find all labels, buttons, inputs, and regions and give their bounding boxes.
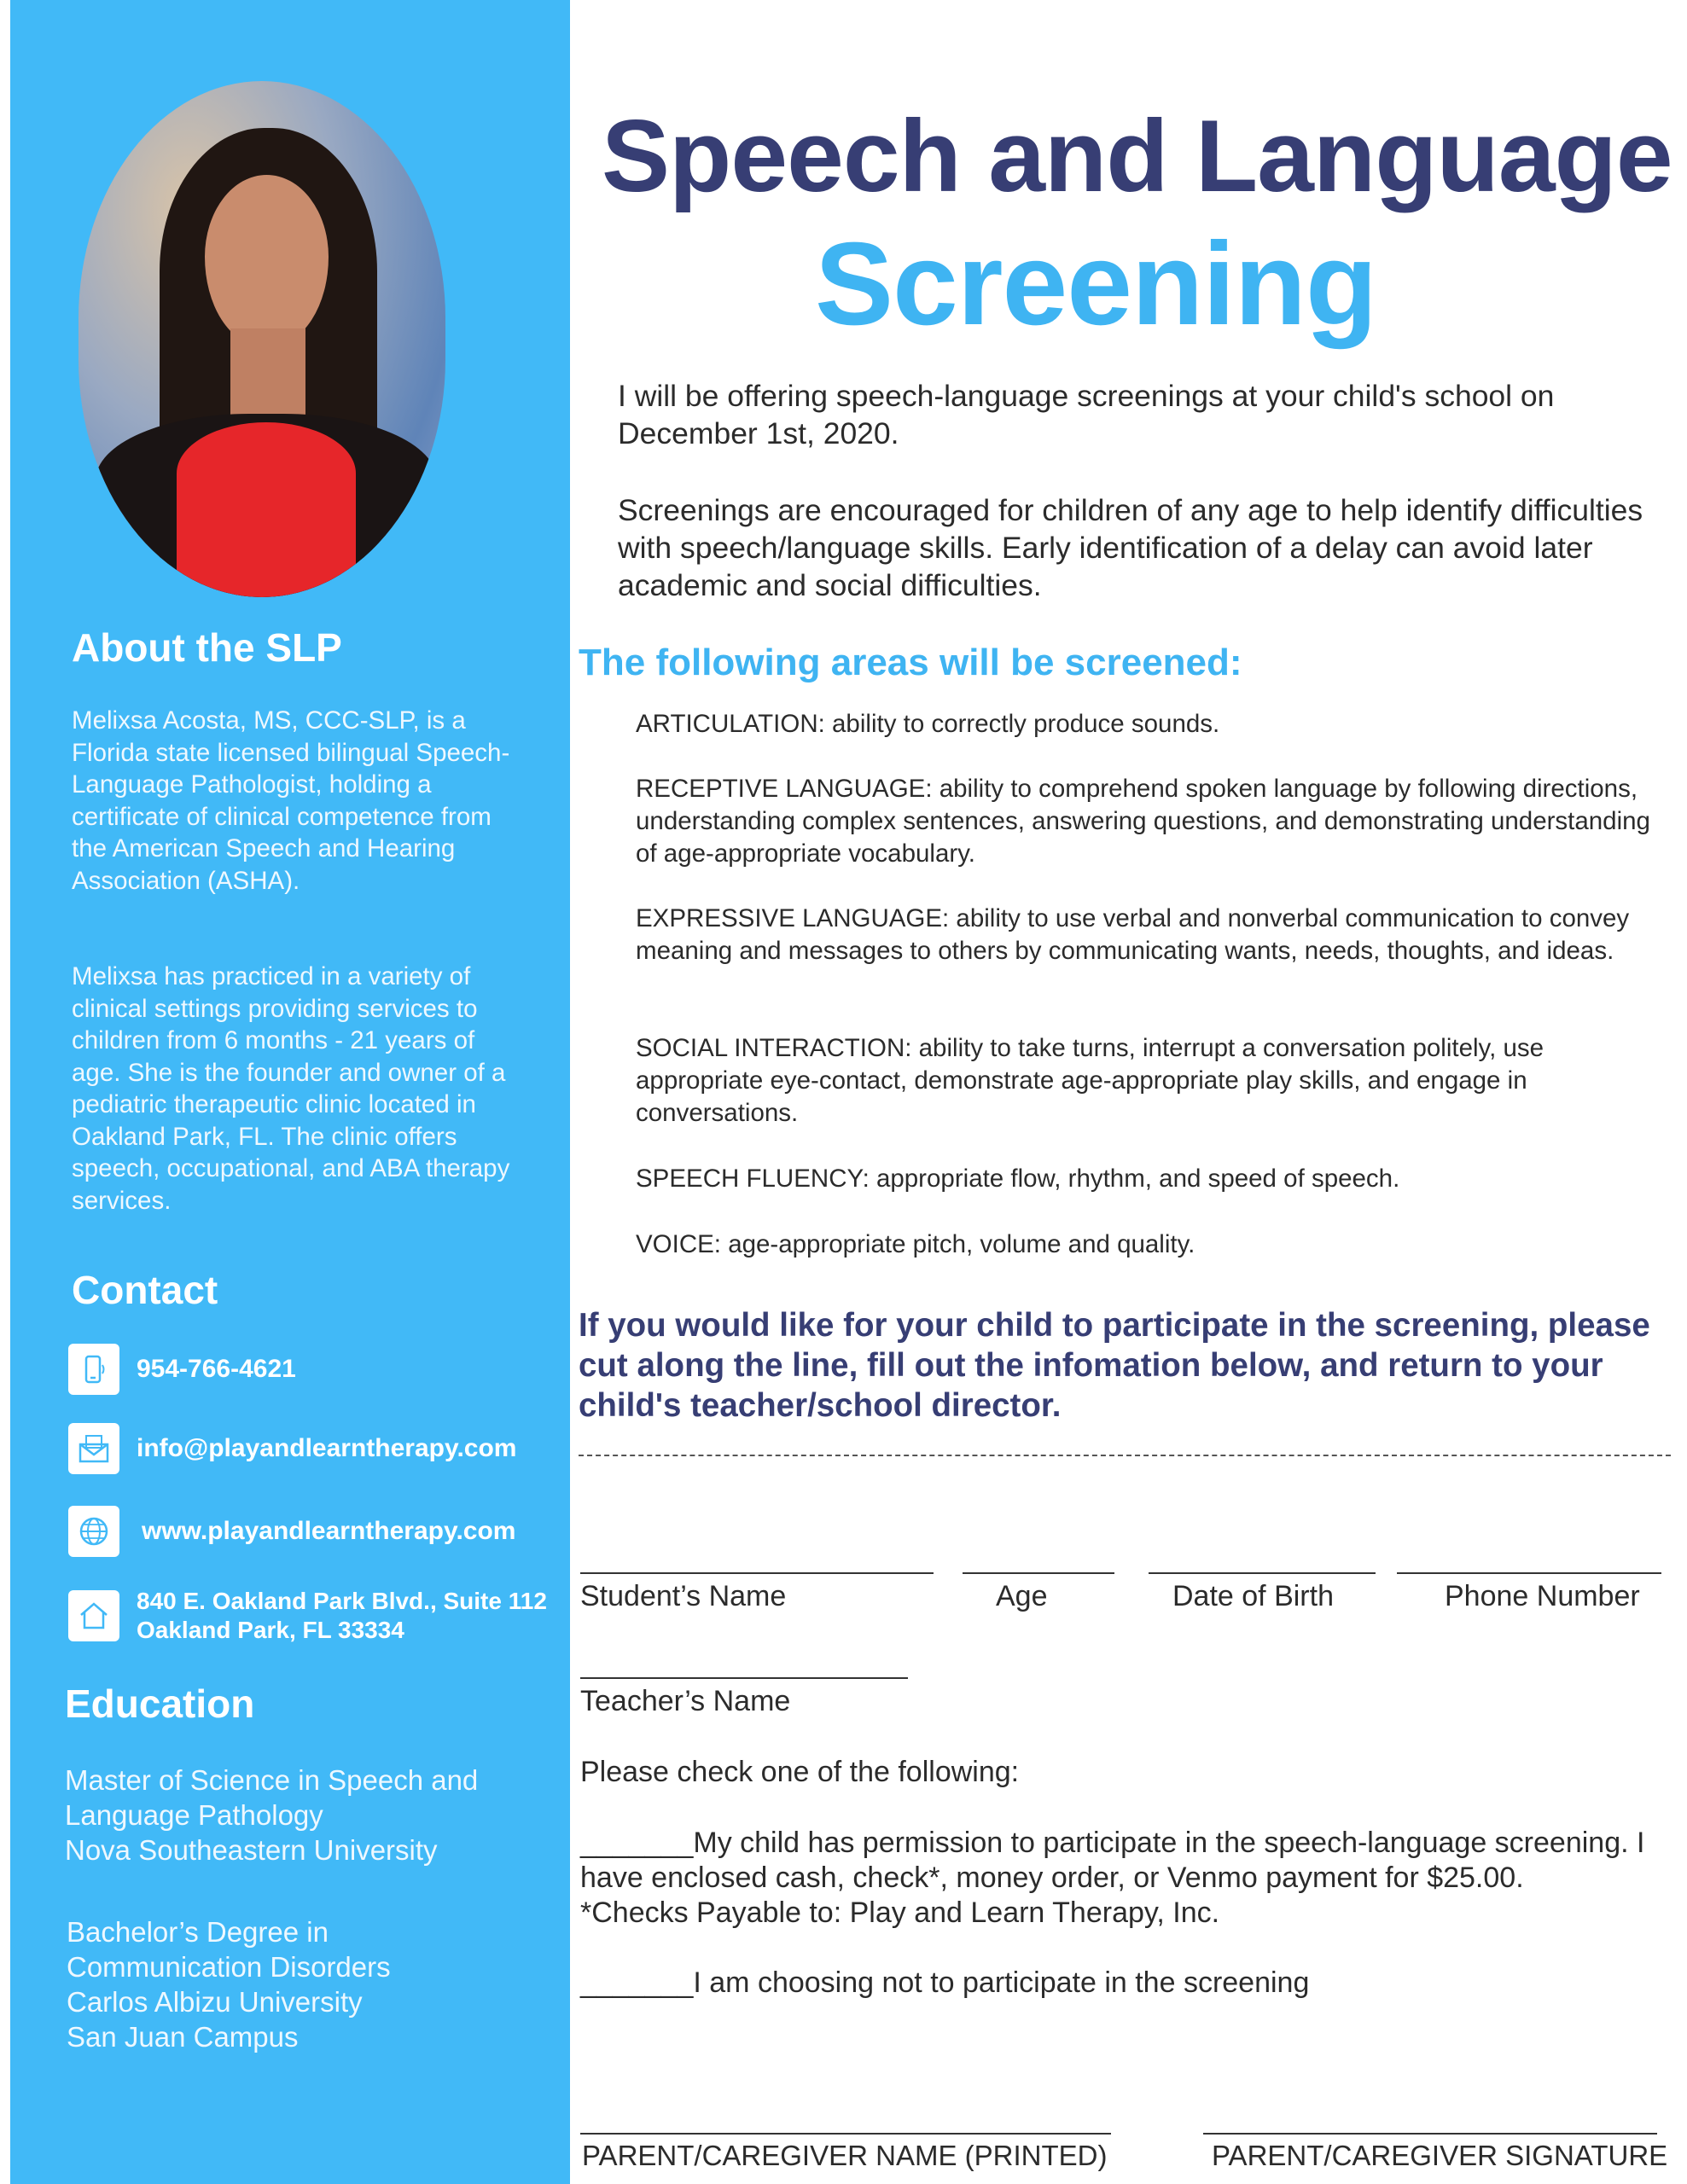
phone-number-label: Phone Number [1445,1580,1640,1612]
edu-bachelors-campus: San Juan Campus [67,2021,299,2053]
option-participate-checkbox[interactable]: _______ [580,1827,694,1859]
area-speech-fluency: SPEECH FLUENCY: appropriate flow, rhythm, and speed of speech. [636,1165,1400,1193]
participation-instructions: If you would like for your child to participate in the screening, please cut along the line, fill out the infomation below, and return to your child's teacher/school director. [579,1307,1650,1424]
address-line-2: Oakland Park, FL 33334 [137,1617,404,1643]
cut-line [579,1455,1671,1456]
student-name-field[interactable] [580,1572,934,1574]
check-prompt: Please check one of the following: [580,1756,1020,1788]
contact-phone[interactable] [68,1344,296,1395]
option-participate[interactable] [580,1826,1664,1896]
date-of-birth-label: Date of Birth [1172,1580,1334,1612]
globe-icon [68,1506,119,1557]
education-heading: Education [65,1682,255,1726]
option-decline-text: I am choosing not to participate in the screening [693,1966,1310,1999]
area-expressive-language: EXPRESSIVE LANGUAGE: ability to use verbal and nonverbal communication to convey meaning and messages to others by communicating wants, needs, thoughts, and ideas. [636,904,1630,965]
option-participate-text: My child has permission to participate in the speech-language screening. I have enclosed cash, check*, money order, or Venmo payment for $25.00. [580,1827,1645,1894]
edu-masters-school: Nova Southeastern University [65,1834,438,1866]
page-title-line-2: Screening [815,218,1377,350]
phone-number-field[interactable] [1397,1572,1661,1574]
intro-paragraph-1: I will be offering speech-language screenings at your child's school on December 1st, 2020. [618,379,1555,450]
about-heading: About the SLP [72,625,342,670]
age-field[interactable] [963,1572,1114,1574]
page-title-line-1: Speech and Language [602,99,1672,213]
areas-heading: The following areas will be screened: [579,642,1242,683]
edu-masters-degree-line-1: Master of Science in Speech and [65,1764,479,1796]
email-icon [68,1423,119,1474]
education-entry-masters [65,1763,478,1867]
checks-payable-note: *Checks Payable to: Play and Learn Therapy, Inc. [580,1896,1220,1929]
age-label: Age [996,1580,1048,1612]
parent-signature-field[interactable] [1203,2133,1657,2135]
teacher-name-field[interactable] [580,1677,908,1679]
address-text [137,1587,547,1645]
area-voice: VOICE: age-appropriate pitch, volume and quality. [636,1230,1195,1258]
parent-name-label: PARENT/CAREGIVER NAME (PRINTED) [582,2140,1108,2171]
parent-name-field[interactable] [580,2133,1111,2135]
teacher-name-label: Teacher’s Name [580,1685,791,1717]
parent-signature-label: PARENT/CAREGIVER SIGNATURE [1212,2140,1668,2171]
option-decline[interactable] [580,1966,1664,2001]
email-address[interactable]: info@playandlearntherapy.com [137,1434,517,1462]
edu-bachelors-degree-line-2: Communication Disorders [67,1951,391,1983]
contact-website[interactable] [68,1506,515,1557]
phone-icon [68,1344,119,1395]
address-line-1: 840 E. Oakland Park Blvd., Suite 112 [137,1588,547,1614]
home-icon [68,1590,119,1641]
website-url[interactable]: www.playandlearntherapy.com [142,1517,516,1545]
contact-email[interactable] [68,1423,516,1474]
edu-masters-degree-line-2: Language Pathology [65,1799,323,1831]
edu-bachelors-degree-line-1: Bachelor’s Degree in [67,1916,329,1948]
about-paragraph-1: Melixsa Acosta, MS, CCC-SLP, is a Florida state licensed bilingual Speech-Language Pathologist, holding a certificate of clinical competence from the American Speech and Hearing Association (ASHA). [72,706,510,895]
area-articulation: ARTICULATION: ability to correctly produce sounds. [636,710,1220,738]
phone-number[interactable]: 954-766-4621 [137,1355,296,1383]
contact-address [68,1587,547,1645]
edu-bachelors-school: Carlos Albizu University [67,1986,363,2018]
option-decline-checkbox[interactable]: _______ [580,1966,694,1999]
student-name-label: Student’s Name [580,1580,787,1612]
profile-photo [79,81,445,597]
intro-paragraph-2: Screenings are encouraged for children of any age to help identify difficulties with speech/language skills. Early identification of a delay can avoid later academic and social difficulties. [618,493,1643,602]
date-of-birth-field[interactable] [1149,1572,1376,1574]
contact-heading: Contact [72,1268,218,1312]
area-receptive-language: RECEPTIVE LANGUAGE: ability to comprehend spoken language by following directions, understanding complex sentences, answering questions, and demonstrating understanding of age-appropriate vocabulary. [636,775,1650,868]
about-paragraph-2: Melixsa has practiced in a variety of clinical settings providing services to children from 6 months - 21 years of age. She is the founder and owner of a pediatric therapeutic clinic located in Oakland Park, FL. The clinic offers speech, occupational, and ABA therapy services. [72,962,510,1215]
education-entry-bachelors [67,1914,391,2054]
area-social-interaction: SOCIAL INTERACTION: ability to take turns, interrupt a conversation politely, use appropriate eye-contact, demonstrate age-appropriate play skills, and engage in conversations. [636,1034,1544,1127]
